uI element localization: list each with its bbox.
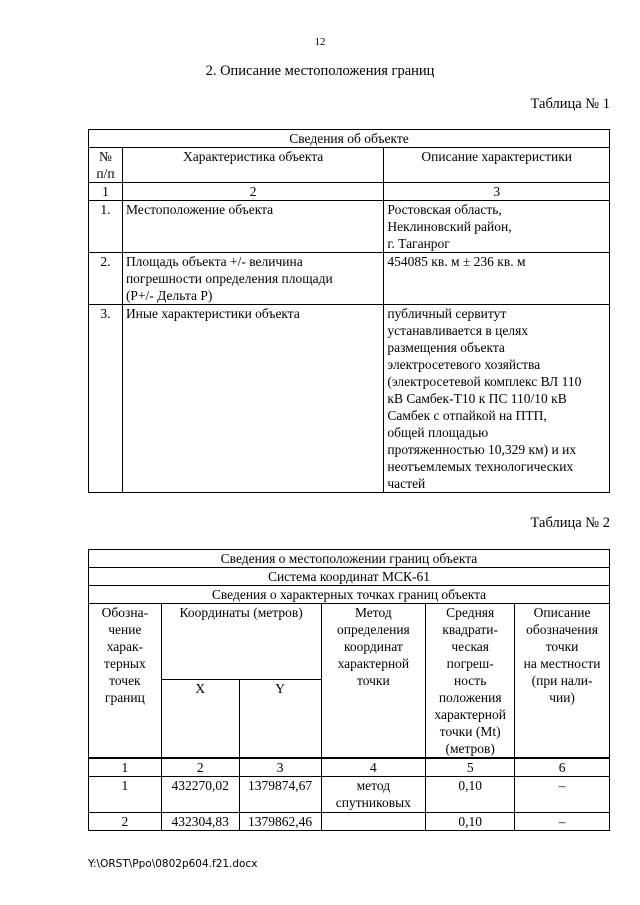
point-mt: 0,10 xyxy=(426,777,515,813)
table2-caption: Таблица № 2 xyxy=(530,515,610,531)
point-method-empty xyxy=(321,813,426,831)
header-y: Y xyxy=(239,680,321,758)
header-coordinates: Координаты (метров) xyxy=(161,604,321,680)
table2-colnum-row xyxy=(89,758,610,777)
table2-title1: Сведения о местоположении границ объекта xyxy=(89,550,610,568)
table2-header-row xyxy=(89,604,610,680)
row-description: публичный сервитут устанавливается в целях размещения объекта электросетевого хозяйства (электросетевой комплекс ВЛ 110 кВ Самбек-Т10 к ПС 110/10 кВ Самбек с отпайкой на ПТП, общей площадью протяженностью 10,329 км) и их неотъемлемых технологических частей xyxy=(384,305,610,493)
point-desc: – xyxy=(515,777,610,813)
row-characteristic: Местоположение объекта xyxy=(122,201,383,253)
row-characteristic: Иные характеристики объекта xyxy=(122,305,383,493)
footer-file-path: Y:\ORST\Ppo\0802p604.f21.docx xyxy=(88,858,258,870)
table2-title-row xyxy=(89,550,610,568)
colnum: 1 xyxy=(89,183,123,201)
point-id: 2 xyxy=(89,813,162,831)
table1-colnum-row xyxy=(89,183,610,201)
header-description: Описание обозначения точки на местности (при нали- чии) xyxy=(515,604,610,759)
header-description: Описание характеристики xyxy=(384,148,610,183)
point-x: 432304,83 xyxy=(161,813,239,831)
table-row xyxy=(89,813,610,831)
row-description: Ростовская область, Неклиновский район, г. Таганрог xyxy=(384,201,610,253)
table1-header-row xyxy=(89,148,610,183)
row-description: 454085 кв. м ± 236 кв. м xyxy=(384,253,610,305)
point-id: 1 xyxy=(89,777,162,813)
point-desc: – xyxy=(515,813,610,831)
header-num: № п/п xyxy=(89,148,123,183)
object-info-table xyxy=(88,129,610,493)
table-row xyxy=(89,201,610,253)
table2-title3: Сведения о характерных точках границ объекта xyxy=(89,586,610,604)
colnum: 2 xyxy=(122,183,383,201)
row-num: 2. xyxy=(89,253,123,305)
table2-title-row xyxy=(89,568,610,586)
point-y: 1379874,67 xyxy=(239,777,321,813)
boundary-points-table xyxy=(88,549,610,831)
row-num: 1. xyxy=(89,201,123,253)
colnum: 3 xyxy=(239,758,321,777)
colnum: 6 xyxy=(515,758,610,777)
colnum: 2 xyxy=(161,758,239,777)
header-mean-error: Средняя квадрати- ческая погреш- ность положения характерной точки (Mt) (метров) xyxy=(426,604,515,759)
point-mt: 0,10 xyxy=(426,813,515,831)
table2-title-row xyxy=(89,586,610,604)
header-x: X xyxy=(161,680,239,758)
section-title: 2. Описание местоположения границ xyxy=(205,63,435,79)
colnum: 4 xyxy=(321,758,426,777)
table-row xyxy=(89,777,610,813)
colnum: 5 xyxy=(426,758,515,777)
page-number: 12 xyxy=(314,36,326,48)
table-row xyxy=(89,253,610,305)
header-characteristic: Характеристика объекта xyxy=(122,148,383,183)
header-designation: Обозна- чение харак- терных точек границ xyxy=(89,604,162,759)
point-method: метод спутниковых xyxy=(321,777,426,813)
row-num: 3. xyxy=(89,305,123,493)
row-characteristic: Площадь объекта +/- величина погрешности определения площади (Р+/- Дельта Р) xyxy=(122,253,383,305)
colnum: 3 xyxy=(384,183,610,201)
point-y: 1379862,46 xyxy=(239,813,321,831)
colnum: 1 xyxy=(89,758,162,777)
header-method: Метод определения координат характерной точки xyxy=(321,604,426,759)
table1-caption: Таблица № 1 xyxy=(530,96,610,112)
table-row xyxy=(89,305,610,493)
table2-title2: Система координат МСК-61 xyxy=(89,568,610,586)
point-x: 432270,02 xyxy=(161,777,239,813)
table1-title: Сведения об объекте xyxy=(89,130,610,148)
table1-title-row xyxy=(89,130,610,148)
